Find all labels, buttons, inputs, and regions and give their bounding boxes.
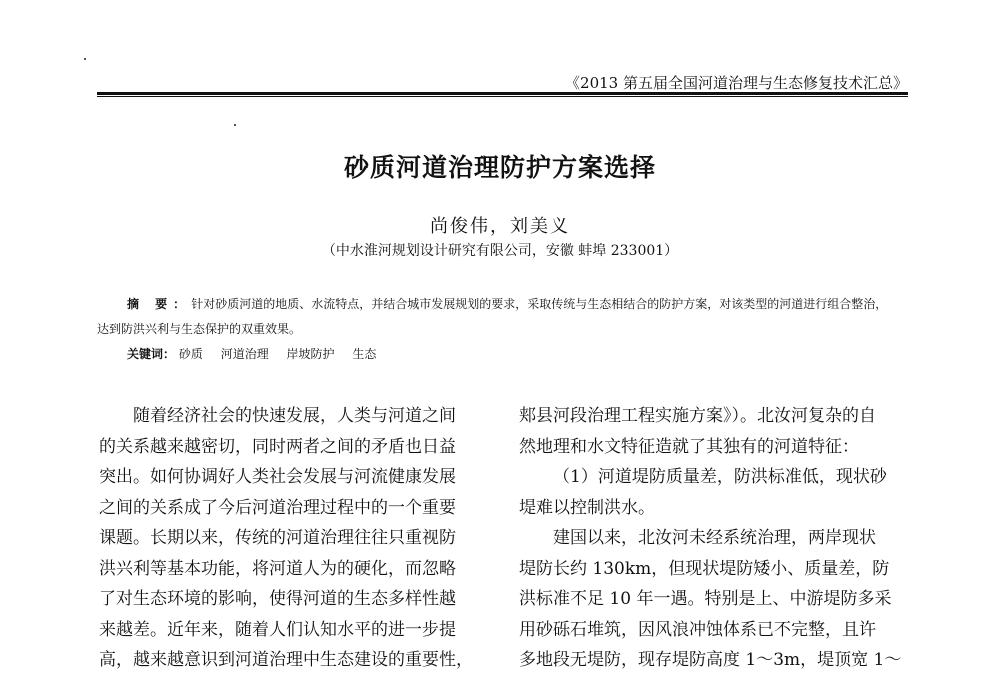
body-column-right xyxy=(519,401,909,676)
keywords xyxy=(127,345,390,362)
keywords-label: 关键词： xyxy=(127,347,176,361)
body-line: 堤防长约 130km，但现状堤防矮小、质量差，防 xyxy=(519,558,890,579)
body-line: 郏县河段治理工程实施方案》）。北汝河复杂的自 xyxy=(519,406,876,426)
authors: 尚俊伟，刘美义 xyxy=(430,216,570,237)
body-line: 洪兴利等基本功能，将河道人为的硬化，而忽略 xyxy=(99,558,456,579)
body-line: 洪标准不足 10 年一遇。特别是上、中游堤防多采 xyxy=(519,589,892,609)
body-line: 来越差。近年来，随着人们认知水平的进一步提 xyxy=(99,619,456,640)
keyword: 砂质 xyxy=(178,347,203,361)
body-line: 用砂砾石堆筑，因风浪冲蚀体系已不完整，且许 xyxy=(519,619,876,640)
running-header: 《2013 第五届全国河道治理与生态修复技术汇总》 xyxy=(565,74,908,92)
keyword: 岸坡防护 xyxy=(286,347,335,361)
body-line: 建国以来，北汝河未经系统治理，两岸现状 xyxy=(553,528,876,548)
body-line: 之间的关系成了今后河道治理过程中的一个重要 xyxy=(99,497,456,518)
abstract-line xyxy=(97,292,905,317)
header-rule xyxy=(97,92,908,95)
body-line: 随着经济社会的快速发展，人类与河道之间 xyxy=(133,406,456,426)
header-rule-thin xyxy=(97,96,908,97)
body-line: 的关系越来越密切，同时两者之间的矛盾也日益 xyxy=(99,436,456,457)
body-line: 课题。长期以来，传统的河道治理往往只重视防 xyxy=(99,528,456,548)
paper-title: 砂质河道治理防护方案选择 xyxy=(343,153,656,182)
body-line: （1）河道堤防质量差，防洪标准低，现状砂 xyxy=(553,467,887,487)
body-line: 突出。如何协调好人类社会发展与河流健康发展 xyxy=(99,467,456,487)
body-line: 然地理和水文特征造就了其独有的河道特征： xyxy=(519,436,859,457)
keyword: 河道治理 xyxy=(220,347,269,361)
affiliation: （中水淮河规划设计研究有限公司，安徽 蚌埠 233001） xyxy=(321,243,679,259)
abstract xyxy=(97,292,905,342)
keyword: 生态 xyxy=(352,347,377,361)
body-line: 多地段无堤防，现存堤防高度 1～3m，堤顶宽 1～ xyxy=(519,650,902,670)
scan-speck xyxy=(234,124,236,126)
body-line: 了对生态环境的影响，使得河道的生态多样性越 xyxy=(99,589,456,609)
body-column-left xyxy=(99,401,489,676)
abstract-label: 摘 要： xyxy=(127,297,192,311)
scan-speck xyxy=(84,58,86,60)
body-line: 高，越来越意识到河道治理中生态建设的重要性， xyxy=(99,650,473,670)
body-line: 堤难以控制洪水。 xyxy=(519,497,655,518)
abstract-line: 达到防洪兴利与生态保护的双重效果。 xyxy=(97,322,302,336)
abstract-text: 针对砂质河道的地质、水流特点，并结合城市发展规划的要求，采取传统与生态相结合的防护方案，对该类型的河道进行组合整治， xyxy=(191,297,888,311)
